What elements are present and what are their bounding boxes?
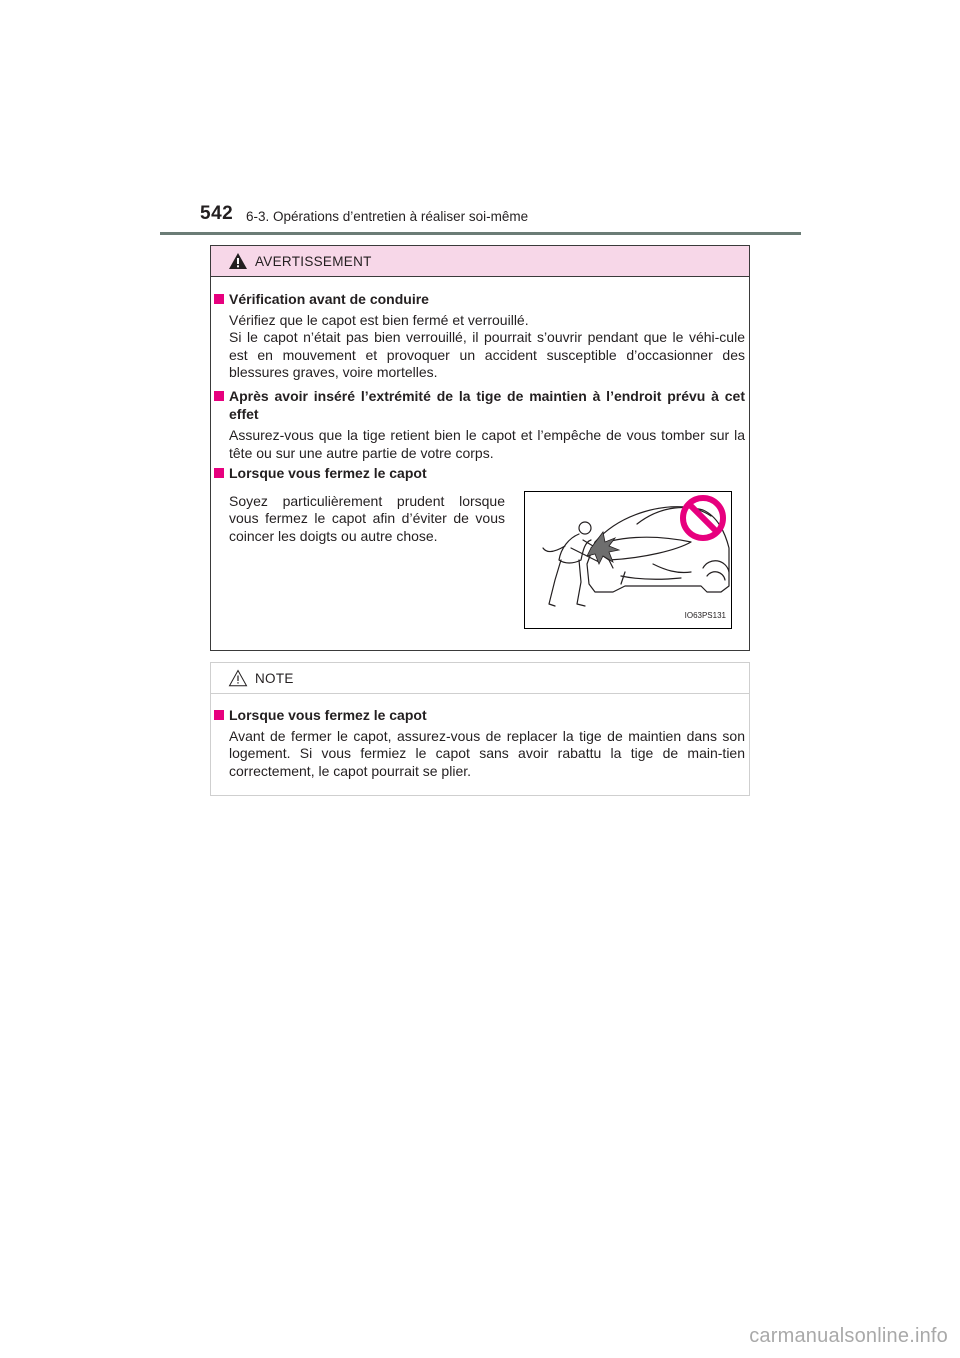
warning-item-verification [211,291,751,382]
item-title: Lorsque vous fermez le capot [211,465,751,483]
warning-item-fermeture [211,465,751,620]
figure-code: IO63PS131 [684,611,726,620]
item-title: Vérification avant de conduire [211,291,751,309]
item-body: Assurez-vous que la tige retient bien le capot et l’empêche de vous tomber sur la tête ou sur une autre partie de votre corps. [229,427,745,461]
warning-heading: AVERTISSEMENT [255,254,372,269]
hood-closing-illustration [524,491,732,629]
item-line: Vérifiez que le capot est bien fermé et verrouillé. [229,311,529,328]
note-header [211,663,749,694]
bullet-square-icon [214,294,224,304]
section-title: 6-3. Opérations d’entretien à réaliser soi-même [246,209,529,224]
bullet-square-icon [214,391,224,401]
warning-item-tige [211,388,751,462]
bullet-square-icon [214,468,224,478]
note-box [210,662,750,796]
warning-box [210,245,750,651]
bullet-square-icon [214,710,224,720]
watermark: carmanualsonline.info [749,1325,948,1347]
caution-triangle-icon [228,669,248,687]
item-body: Soyez particulièrement prudent lorsque vous fermez le capot afin d’éviter de vous coincer les doigts ou autre chose. [229,492,505,544]
page-number: 542 [200,203,234,224]
item-body [211,312,751,382]
item-body: Avant de fermer le capot, assurez-vous de replacer la tige de maintien dans son logement. Si vous fermiez le capot sans avoir rabattu la tige de main-tien correctement, le capot pourrait se plier. [229,727,745,779]
note-item-fermeture [211,707,751,780]
item-title: Lorsque vous fermez le capot [211,707,751,725]
note-heading: NOTE [255,671,294,686]
item-title: Après avoir inséré l’extrémité de la tige de maintien à l’endroit prévu à cet effet [211,388,751,423]
header-divider [160,232,801,235]
warning-triangle-icon [228,252,248,270]
page-header [0,0,960,240]
warning-header [211,246,749,277]
item-line: Si le capot n’était pas bien verrouillé, il pourrait s’ouvrir pendant que le véhi-cule est en mouvement et provoquer un accident susceptible d’occasionner des blessures graves, voire mortelles. [229,329,745,380]
